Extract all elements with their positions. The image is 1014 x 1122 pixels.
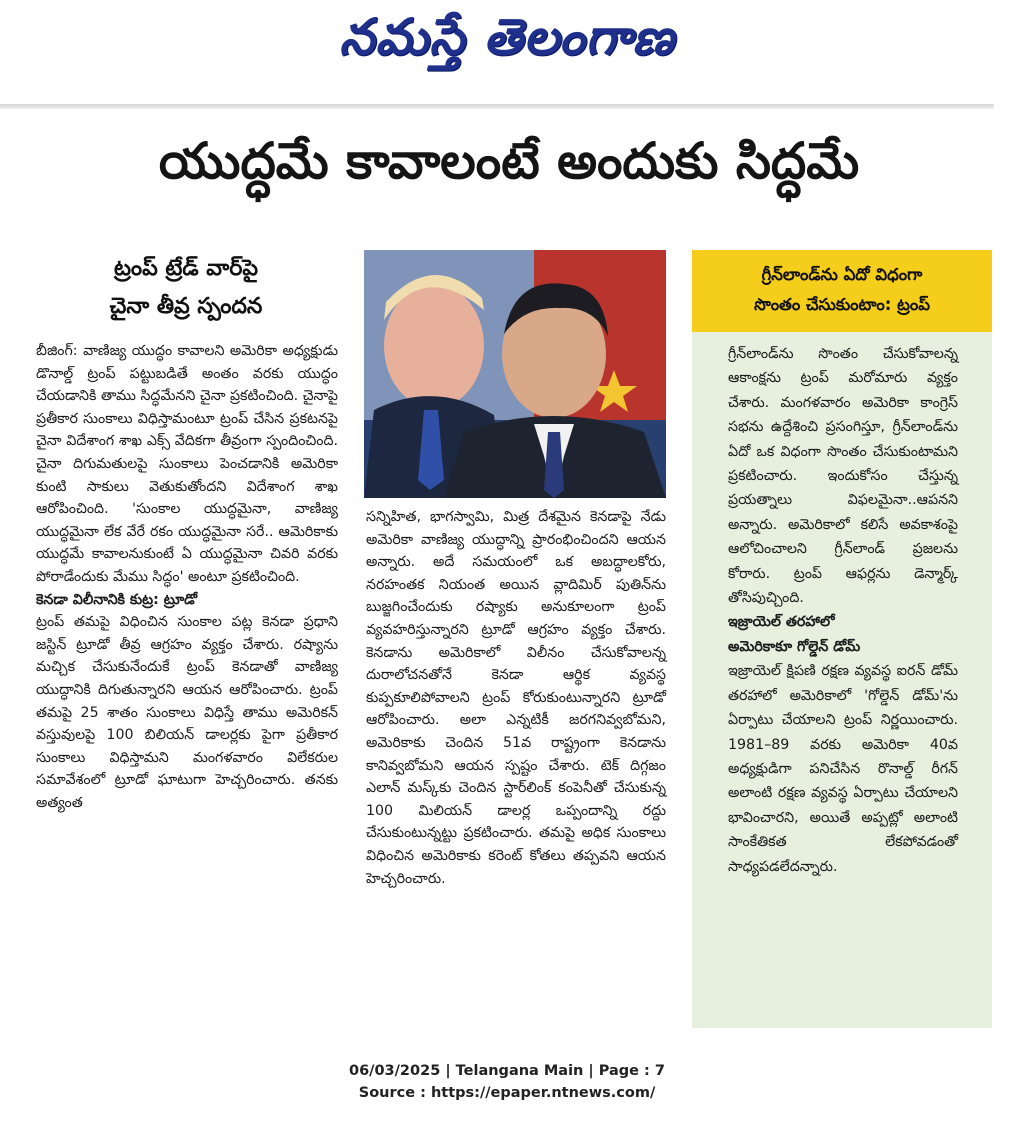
story-subheading: కెనడా విలీనానికి కుట్ర: ట్రూడో [36,591,198,608]
sidebar-heading-line-2: సొంతం చేసుకుంటాం: ట్రంప్ [754,295,930,314]
sidebar-subheading-line-2: అమెరికాకూ గోల్డెన్ డోమ్ [728,638,861,655]
leaders-photo [364,250,666,498]
footer-source-line: Source : https://epaper.ntnews.com/ [358,1085,656,1101]
page-footer [0,1060,1014,1104]
subhead-line-1: ట్రంప్ ట్రేడ్ వార్‌పై [113,256,259,281]
story-paragraph: ట్రంప్ తమపై విధించిన సుంకాల పట్ల కెనడా ప్రధాని జస్టిన్ ట్రూడో తీవ్ర ఆగ్రహం వ్యక్తం చేశారు. రష్యాను మచ్చిక చేసుకునేందుకే ట్రంప్ కెనడాతో వాణిజ్య యుద్ధానికి దిగుతున్నారని ఆయన ఆరోపించారు. ట్రంప్ తమపై 25 శాతం సుంకాలు విధిస్తే తాము అమెరికన్ వస్తువులపై 100 బిలియన్ డాలర్లకు పైగా ప్రతీకార సుంకాలు విధిస్తామని మంగళవారం విలేకరుల సమావేశంలో ట్రూడో ఘాటుగా హెచ్చరించారు. తనకు అత్యంత [36,614,338,811]
sidebar-box [692,250,992,1028]
headline: యుద్ధమే కావాలంటే అందుకు సిద్ధమే [158,132,860,190]
subhead-line-2: చైనా తీవ్ర స్పందన [109,294,263,319]
sidebar-subheading-line-1: ఇజ్రాయెల్ తరహాలో [728,614,835,631]
sidebar-body [728,342,958,879]
story-paragraph: సన్నిహిత, భాగస్వామి, మిత్ర దేశమైన కెనడాపై నేడు అమెరికా వాణిజ్య యుద్ధాన్ని ప్రారంభించిందని ఆయన అన్నారు. అదే సమయంలో ఒక అబద్ధాలకోరు, నరహంతక నియంత అయిన వ్లాదిమిర్ పుతిన్‌ను బుజ్జగించేందుకు రష్యాకు అనుకూలంగా ట్రంప్ వ్యవహరిస్తున్నారని ట్రూడో ఆగ్రహం వ్యక్తం చేశారు. కెనడాను అమెరికాలో విలీనం చేసుకోవాలన్న దురాలోచనతోనే కెనడా ఆర్థిక వ్యవస్థ కుప్పకూలిపోవాలని ట్రంప్ కోరుకుంటున్నారని ట్రూడో ఆరోపించారు. అలా ఎన్నటికీ జరగనివ్వబోమని, అమెరికాకు చెందిన 51వ రాష్ట్రంగా కెనడాను కానివ్వబోమని ఆయన స్పష్టం చేశారు. టెక్ దిగ్గజం ఎలాన్ మస్క్‌కు చెందిన స్టార్‌లింక్ కంపెనీతో చేసుకున్న 100 మిలియన్ డాలర్ల ఒప్పందాన్ని రద్దు చేసుకుంటున్నట్టు ప్రకటించారు. తమపై అధిక సుంకాలు విధించిన అమెరికాకు కరెంట్ కోతలు తప్పవని ఆయన హెచ్చరించారు. [366,509,666,887]
story-column-2 [366,506,666,890]
sidebar-heading [692,250,992,332]
sidebar-paragraph: ఇజ్రాయెల్ క్షిపణి రక్షణ వ్యవస్థ ఐరన్ డోమ్ తరహాలో అమెరికాలో 'గోల్డెన్ డోమ్'ను ఏర్పాటు చేయాలని ట్రంప్ నిర్ణయించారు. 1981–89 వరకు అమెరికా 40వ అధ్యక్షుడిగా పనిచేసిన రొనాల్డ్ రీగన్ అలాంటి రక్షణ వ్యవస్థ ఏర్పాటు చేయాలని భావించారని, అయితే అప్పట్లో అలాంటి సాంకేతికత లేకపోవడంతో సాధ్యపడలేదన్నారు. [728,663,958,875]
masthead-rule [0,104,994,109]
sidebar-paragraph: గ్రీన్‌లాండ్‌ను సొంతం చేసుకోవాలన్న ఆకాంక్షను ట్రంప్ మరోమారు వ్యక్తం చేశారు. మంగళవారం అమెరికా కాంగ్రెస్ సభను ఉద్దేశించి ప్రసంగిస్తూ, గ్రీన్‌లాండ్‌ను ఏదో ఒక విధంగా సొంతం చేసుకుంటామని ప్రకటించారు. ఇందుకోసం చేస్తున్న ప్రయత్నాలు విఫలమైనా..ఆపనని అన్నారు. అమెరికాలో కలిసే అవకాశంపై ఆలోచించాలని గ్రీన్‌లాండ్ ప్రజలను కోరారు. ట్రంప్ ఆఫర్లను డెన్మార్క్ తోసిపుచ్చింది. [728,346,958,607]
masthead [0,0,1014,80]
footer-date-line: 06/03/2025 | Telangana Main | Page : 7 [348,1063,665,1079]
photo-illustration [364,250,666,498]
sidebar-heading-line-1: గ్రీన్‌లాండ్‌ను ఏదో విధంగా [761,265,923,284]
story-paragraph: బీజింగ్: వాణిజ్య యుద్ధం కావాలని అమెరికా అధ్యక్షుడు డొనాల్డ్ ట్రంప్ పట్టుబడితే అంతం వరకు యుద్ధం చేయడానికి తాము సిద్ధమేనని చైనా ప్రకటించింది. చైనాపై ప్రతీకార సుంకాలు విధిస్తామంటూ ట్రంప్ చేసిన ప్రకటనపై చైనా విదేశాంగ శాఖ ఎక్స్ వేదికగా తీవ్రంగా స్పందించింది. చైనా దిగుమతులపై సుంకాలు పెంచడానికి అమెరికా కుంటి సాకులు వెతుకుతోందని విదేశాంగ శాఖ ఆరోపించింది. 'సుంకాల యుద్ధమైనా, వాణిజ్య యుద్ధమైనా లేక వేరే రకం యుద్ధమైనా సరే.. ఆమెరికాకు యుద్ధమే కావాలనుకుంటే ఏ యుద్ధమైనా చివరి వరకు పోరాడేందుకు మేము సిద్ధం' అంటూ ప్రకటించింది. [36,343,338,585]
masthead-title: నమస్తే తెలంగాణ [339,8,675,66]
story-subhead [36,250,336,326]
story-column-1 [36,340,338,814]
